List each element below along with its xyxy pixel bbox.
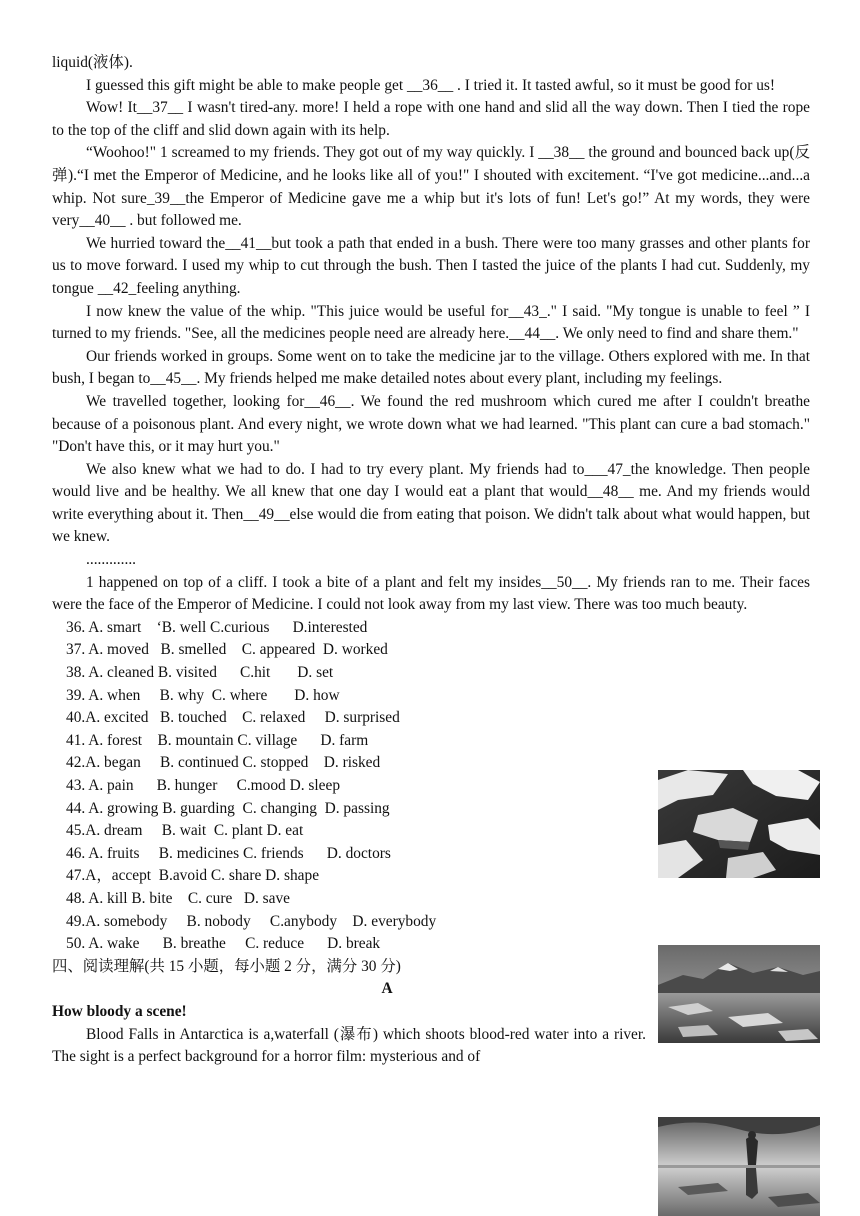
option-line-37: 37. A. moved B. smelled C. appeared D. worked bbox=[66, 641, 388, 659]
option-line-40: 40.A. excited B. touched C. relaxed D. surprised bbox=[66, 709, 400, 727]
article-title: How bloody a scene! bbox=[52, 1002, 187, 1020]
option-line-47: 47.A，accept B.avoid C. share D. shape bbox=[66, 867, 320, 885]
passage-paragraph: Wow! It__37__ I wasn't tired-any. more! I held a rope with one hand and slid all the way down. Then I tied the rope to the top of the cliff and slid down again with its help. bbox=[52, 99, 810, 139]
section-heading: 四、阅读理解(共 15 小题，每小题 2 分，满分 30 分) bbox=[52, 957, 401, 975]
option-line-45: 45.A. dream B. wait C. plant D. eat bbox=[66, 822, 304, 840]
article-paragraph: Blood Falls in Antarctica is a,waterfall (瀑布) which shoots blood-red water into a river. The sight is a perfect background for a horror film: mysterious and of bbox=[52, 1025, 646, 1066]
answer-options bbox=[52, 617, 666, 956]
option-line-44: 44. A. growing B. guarding C. changing D. passing bbox=[66, 799, 390, 817]
passage-paragraph: I guessed this gift might be able to make people get __36__ . I tried it. It tasted awful, so it must be good for us! bbox=[86, 76, 776, 94]
passage-paragraph: We hurried toward the__41__but took a path that ended in a bush. There were too many grasses and other plants for us to move forward. I used my whip to cut through the bush. Then I tasted the juice of the plants I had cut. Suddenly, my tongue __42_feeling anything. bbox=[52, 234, 810, 297]
option-line-42: 42.A. began B. continued C. stopped D. risked bbox=[66, 754, 381, 772]
option-line-36: 36. A. smart ‘B. well C.curious D.interested bbox=[66, 618, 368, 636]
option-line-41: 41. A. forest B. mountain C. village D. farm bbox=[66, 731, 369, 749]
mountain-lake-photo bbox=[658, 945, 820, 1043]
option-line-46: 46. A. fruits B. medicines C. friends D. doctors bbox=[66, 844, 391, 862]
option-line-43: 43. A. pain B. hunger C.mood D. sleep bbox=[66, 777, 341, 794]
option-line-48: 48. A. kill B. bite C. cure D. save bbox=[66, 889, 290, 907]
part-label: A bbox=[381, 980, 393, 998]
exam-page bbox=[52, 52, 810, 1069]
passage-paragraph: We also knew what we had to do. I had to try every plant. My friends had to___47_the knowledge. Then people would live and be healthy. We all knew that one day I would eat a plant that would__48__ me. And my friends would write everything about it. Then__49__else would die from eating that poison. We didn't talk about what would happen, but we knew. bbox=[52, 460, 810, 546]
passage-paragraph: I now knew the value of the whip. "This juice would be useful for__43_." I said. "My tongue is unable to feel ” I turned to my friends. "See, all the medicines people need are already here.__44__. We only need to find and share them." bbox=[52, 302, 810, 343]
option-line-38: 38. A. cleaned B. visited C.hit D. set bbox=[66, 664, 334, 682]
passage-paragraph: liquid(液体). bbox=[52, 54, 133, 71]
option-line-49: 49.A. somebody B. nobody C.anybody D. everybody bbox=[66, 912, 437, 930]
passage-paragraph: Our friends worked in groups. Some went on to take the medicine jar to the village. Others explored with me. In that bush, I began to__45__. My friends helped me make detailed notes about every plant, including my feelings. bbox=[52, 347, 810, 388]
snowy-rocks-photo bbox=[658, 770, 820, 878]
option-line-39: 39. A. when B. why C. where D. how bbox=[66, 686, 340, 704]
passage-paragraph: We travelled together, looking for__46__. We found the red mushroom which cured me after I couldn't breathe because of a poisonous plant. And every night, we wrote down what we had learned. "This plant can cure a bad stomach." "Don't have this, or it may hurt you." bbox=[52, 392, 810, 456]
passage-ellipsis: ............. bbox=[86, 551, 137, 569]
passage-paragraph: “Woohoo!" 1 screamed to my friends. They got out of my way quickly. I __38__ the ground and bounced back up(反弹).“I met the Emperor of Medicine, and he looks like all of you!" I shouted with excitement. “I've got medicine...and...a whip. Not sure_39__the Emperor of Medicine gave me a whip but it's lots of fun! Let's go!” At my words, they were very__40__ . but followed me. bbox=[52, 144, 810, 230]
passage-paragraph: 1 happened on top of a cliff. I took a bite of a plant and felt my insides__50__. My friends ran to me. Their faces were the face of the Emperor of Medicine. I could not look away from my last view. There was too much beauty. bbox=[52, 573, 810, 614]
reflection-figure-photo bbox=[658, 1117, 820, 1216]
option-line-50: 50. A. wake B. breathe C. reduce D. break bbox=[66, 935, 381, 953]
